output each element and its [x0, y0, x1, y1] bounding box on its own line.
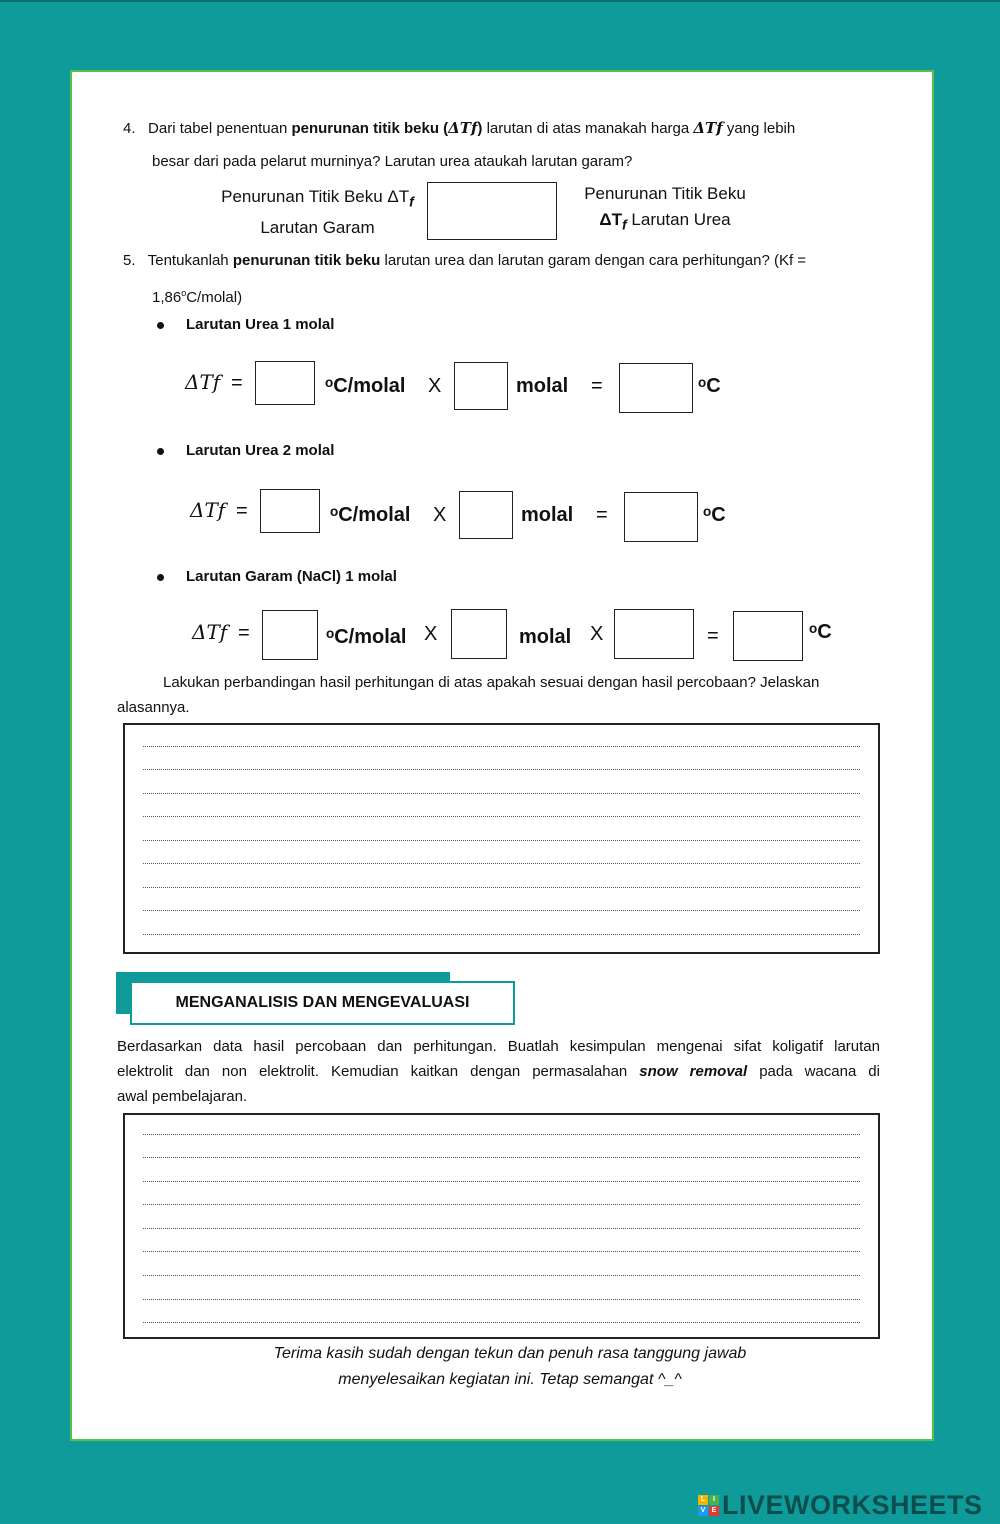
result-input[interactable] — [619, 363, 693, 413]
bullet-icon — [157, 322, 164, 329]
question-4: 4. Dari tabel penentuan penurunan titik beku (ΔTf) larutan di atas manakah harga ΔTf yang lebih — [123, 119, 796, 137]
explanation-answer-box[interactable] — [123, 723, 880, 954]
liveworksheets-logo: L I V E LIVEWORKSHEETS — [698, 1490, 983, 1520]
result-input[interactable] — [733, 611, 803, 661]
result-input[interactable] — [624, 492, 698, 542]
liveworksheets-icon: L I V E — [698, 1495, 719, 1516]
section-title: MENGANALISIS DAN MENGEVALUASI — [130, 981, 515, 1025]
closing-message: Terima kasih sudah dengan tekun dan penuh rasa tanggung jawab menyelesaikan kegiatan ini. Tetap semangat ^_^ — [273, 1345, 747, 1388]
caption-garam: Penurunan Titik Beku $\Delta T_f$ Larutan Garam — [221, 187, 414, 238]
top-border — [0, 0, 1000, 2]
delta-tf-label: ΔTf — [190, 498, 226, 522]
question-4-line2: besar dari pada pelarut murninya? Larutan urea ataukah larutan garam? — [152, 153, 633, 170]
conclusion-question: Berdasarkan data hasil percobaan dan perhitungan. Buatlah kesimpulan mengenai sifat koligatif larutan elektrolit dan non elektrolit. Kemudian kaitkan dengan permasalahan snow removal pada wacana di awal pembelajaran. — [117, 1038, 880, 1105]
vanthoff-factor-input[interactable] — [614, 609, 694, 659]
conclusion-answer-box[interactable] — [123, 1113, 880, 1339]
kf-input[interactable] — [260, 489, 320, 533]
delta-tf-label: ΔTf — [185, 370, 221, 394]
molality-input[interactable] — [451, 609, 507, 659]
bullet-icon — [157, 448, 164, 455]
question-number: 4. — [123, 120, 136, 137]
molality-input[interactable] — [454, 362, 508, 410]
delta-tf-label: ΔTf — [192, 620, 228, 644]
bullet-urea-1: Larutan Urea 1 molal — [157, 316, 334, 333]
molality-input[interactable] — [459, 491, 513, 539]
kf-input[interactable] — [262, 610, 318, 660]
compare-question: Lakukan perbandingan hasil perhitungan di atas apakah sesuai dengan hasil percobaan? Jelaskan alasannya. — [117, 674, 820, 716]
question-5-line2: 1,86$^o$C/molal) — [152, 288, 243, 306]
caption-urea: Penurunan Titik Beku $\Delta T_f$ Larutan Urea — [584, 184, 746, 234]
kf-input[interactable] — [255, 361, 315, 405]
comparison-answer-box[interactable] — [427, 182, 557, 240]
bullet-urea-2: Larutan Urea 2 molal — [157, 442, 334, 459]
bullet-icon — [157, 574, 164, 581]
question-number: 5. — [123, 252, 136, 269]
bullet-nacl: Larutan Garam (NaCl) 1 molal — [157, 568, 397, 585]
question-5: 5. Tentukanlah penurunan titik beku larutan urea dan larutan garam dengan cara perhitungan? (Kf = — [123, 252, 807, 269]
